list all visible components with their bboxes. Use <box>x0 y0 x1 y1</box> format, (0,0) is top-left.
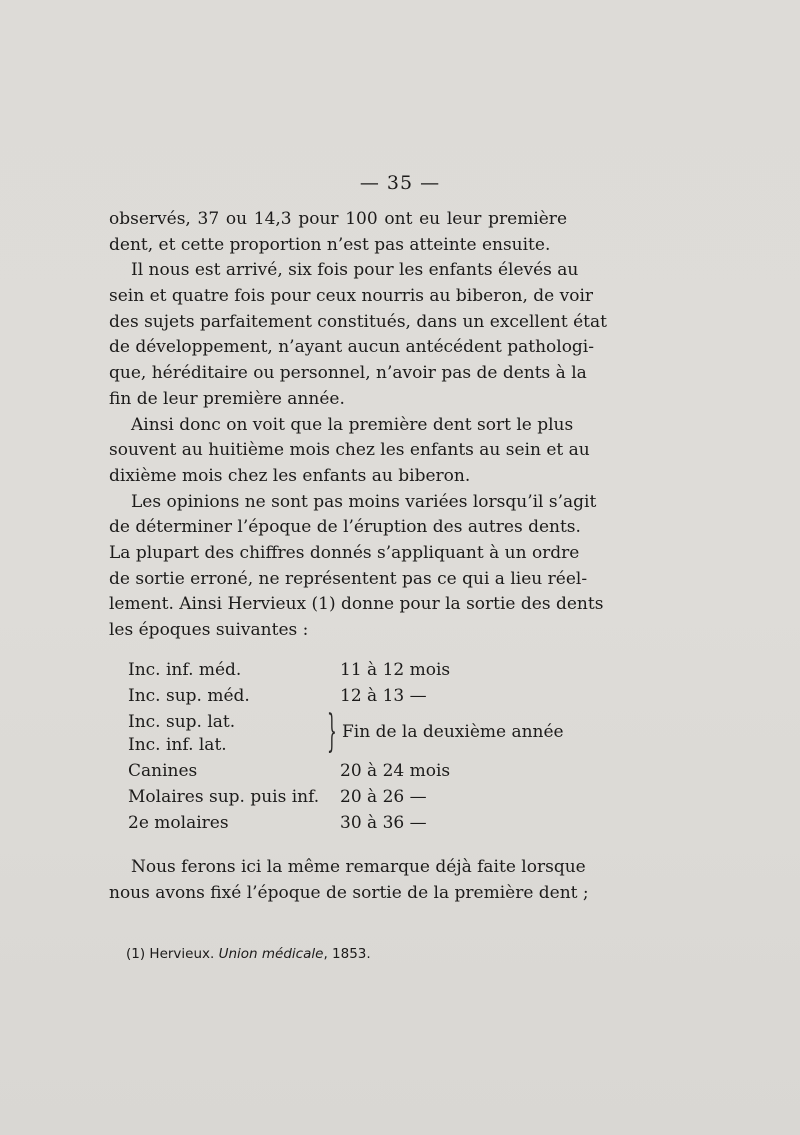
text-line: de sortie erroné, ne représentent pas ce qui a lieu réel- <box>109 568 588 589</box>
text-line: souvent au huitième mois chez les enfants au sein et au <box>109 440 590 461</box>
text-line: Ainsi donc on voit que la première dent sort le plus <box>131 414 574 435</box>
tooth-age: 11 à 12 mois <box>340 660 451 680</box>
text-line: les époques suivantes : <box>109 620 309 640</box>
text-line: des sujets parfaitement constitués, dans un excellent état <box>109 311 607 332</box>
tooth-age: 12 à 13 — <box>340 686 427 706</box>
tooth-age: 20 à 24 mois <box>340 761 451 781</box>
tooth-age: 20 à 26 — <box>340 787 427 807</box>
tooth-label: Inc. inf. lat. <box>128 735 227 755</box>
tooth-label: Inc. sup. lat. <box>128 712 236 732</box>
text-line: Les opinions ne sont pas moins variées lorsqu’il s’agit <box>131 491 597 512</box>
footnote <box>126 946 371 962</box>
brace-text: Fin de la deuxième année <box>342 722 564 742</box>
tooth-label: Inc. sup. méd. <box>128 686 250 706</box>
text-line: que, héréditaire ou personnel, n’avoir pas de dents à la <box>109 363 587 384</box>
page-number: — 35 — <box>359 172 441 194</box>
main-paragraph <box>109 207 607 644</box>
text-line: Nous ferons ici la même remarque déjà faite lorsque <box>131 857 586 877</box>
tooth-label: Inc. inf. méd. <box>128 660 242 680</box>
footnote-prefix: (1) Hervieux. <box>126 946 219 962</box>
text-line: observés, 37 ou 14,3 pour 100 ont eu leur première <box>109 209 567 229</box>
tooth-label: Molaires sup. puis inf. <box>128 787 320 807</box>
text-line: lement. Ainsi Hervieux (1) donne pour la sortie des dents <box>109 594 604 615</box>
text-line: fin de leur première année. <box>109 388 345 409</box>
tooth-label: Canines <box>128 761 198 781</box>
text-line: nous avons fixé l’époque de sortie de la première dent ; <box>109 882 589 903</box>
footnote-journal: Union médicale <box>218 946 324 962</box>
closing-paragraph <box>109 855 589 906</box>
text-line: de déterminer l’époque de l’éruption des autres dents. <box>109 517 581 538</box>
text-line: dixième mois chez les enfants au biberon. <box>109 465 471 486</box>
tooth-label: 2e molaires <box>128 813 229 833</box>
brace-symbol: } <box>327 706 337 757</box>
tooth-age: 30 à 36 — <box>340 813 427 833</box>
text-line: Il nous est arrivé, six fois pour les enfants élevés au <box>131 260 579 281</box>
footnote-suffix: , 1853. <box>323 946 371 962</box>
text-line: La plupart des chiffres donnés s’appliquant à un ordre <box>109 542 580 563</box>
text-line: de développement, n’ayant aucun antécédent pathologi- <box>109 337 594 358</box>
text-line: dent, et cette proportion n’est pas atteinte ensuite. <box>109 234 551 255</box>
text-line: sein et quatre fois pour ceux nourris au biberon, de voir <box>109 286 594 307</box>
